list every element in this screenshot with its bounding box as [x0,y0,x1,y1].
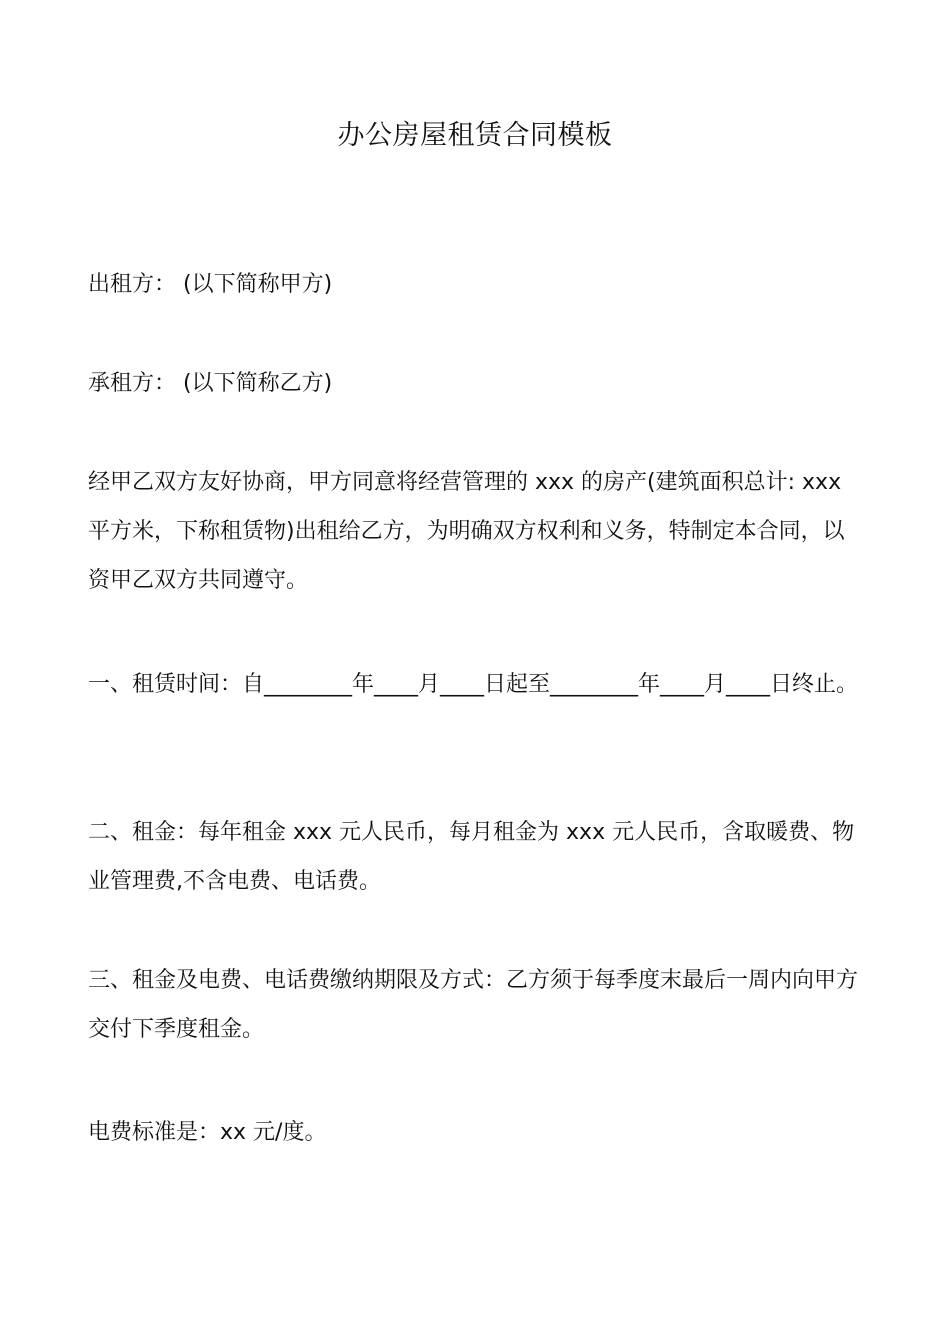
paragraph-lessee: 承租方： (以下简称乙方) [88,371,333,396]
paragraph-lease-term: 一、租赁时间：自________年____月____日起至________年____月____日终止。 [88,672,859,697]
paragraph-payment-terms: 三、租金及电费、电话费缴纳期限及方式：乙方须于每季度末最后一周内向甲方交付下季度租金。 [88,968,859,1042]
paragraph-lessor: 出租方： (以下简称甲方) [88,272,333,297]
paragraph-preamble: 经甲乙双方友好协商，甲方同意将经营管理的 xxx 的房产(建筑面积总计: xxx 平方米，下称租赁物)出租给乙方，为明确双方权利和义务，特制定本合同，以资甲乙双方共同遵守。 [88,470,845,593]
document-title: 办公房屋租赁合同模板 [337,120,613,151]
paragraph-electricity-rate: 电费标准是：xx 元/度。 [88,1120,327,1145]
paragraph-rent: 二、租金：每年租金 xxx 元人民币，每月租金为 xxx 元人民币，含取暖费、物业管理费,不含电费、电话费。 [88,820,855,894]
